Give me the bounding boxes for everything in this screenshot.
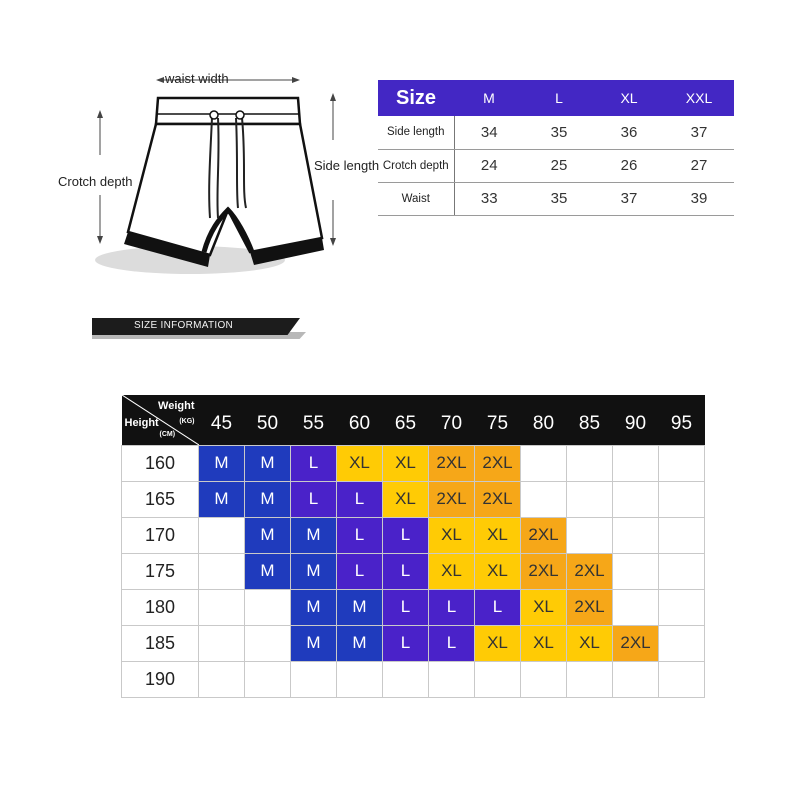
size-col-header: XXL: [685, 90, 713, 106]
weight-unit-label: (KG): [179, 418, 195, 425]
size-cell: 2XL: [521, 517, 567, 553]
empty-size-cell: [567, 481, 613, 517]
size-cell: XL: [475, 625, 521, 661]
empty-size-cell: [429, 661, 475, 697]
empty-size-cell: [245, 625, 291, 661]
size-cell: XL: [475, 553, 521, 589]
size-cell: XL: [521, 589, 567, 625]
size-cell: XL: [429, 553, 475, 589]
size-cell: M: [291, 517, 337, 553]
empty-size-cell: [337, 661, 383, 697]
measurement-value: 35: [524, 182, 594, 215]
empty-size-cell: [521, 445, 567, 481]
measurement-value: 36: [594, 116, 664, 149]
size-cell: M: [291, 553, 337, 589]
size-chart-row: [122, 553, 705, 589]
size-cell: L: [337, 553, 383, 589]
measurement-row-label: Side length: [378, 116, 454, 149]
size-cell: M: [245, 481, 291, 517]
height-axis-label: Height: [124, 417, 159, 429]
empty-size-cell: [383, 661, 429, 697]
height-row-label: 185: [122, 625, 199, 661]
measurement-value: 24: [454, 149, 524, 182]
size-chart-row: [122, 445, 705, 481]
empty-size-cell: [613, 445, 659, 481]
size-cell: XL: [383, 445, 429, 481]
waist-width-label: waist width: [165, 71, 229, 86]
empty-size-cell: [245, 589, 291, 625]
size-chart-row: [122, 481, 705, 517]
measurement-header-row: [378, 80, 734, 116]
size-cell: L: [383, 517, 429, 553]
measurement-value: 27: [664, 149, 734, 182]
size-cell: M: [337, 625, 383, 661]
measurement-row-label: Waist: [378, 182, 454, 215]
weight-column-header: 50: [256, 412, 279, 434]
measurement-row-label: Crotch depth: [378, 149, 454, 182]
size-cell: 2XL: [429, 481, 475, 517]
empty-size-cell: [475, 661, 521, 697]
size-header: Size: [395, 86, 437, 109]
measurement-value: 34: [454, 116, 524, 149]
empty-size-cell: [659, 589, 705, 625]
size-cell: L: [337, 481, 383, 517]
size-chart-row: [122, 625, 705, 661]
size-cell: M: [291, 589, 337, 625]
size-cell: 2XL: [429, 445, 475, 481]
empty-size-cell: [245, 661, 291, 697]
measurement-value: 26: [594, 149, 664, 182]
empty-size-cell: [659, 445, 705, 481]
empty-size-cell: [567, 445, 613, 481]
size-cell: 2XL: [521, 553, 567, 589]
measurement-value: 33: [454, 182, 524, 215]
size-cell: 2XL: [475, 481, 521, 517]
empty-size-cell: [659, 481, 705, 517]
size-cell: M: [245, 445, 291, 481]
size-cell: L: [383, 625, 429, 661]
size-cell: M: [199, 481, 245, 517]
size-chart-table: [121, 395, 705, 698]
empty-size-cell: [613, 553, 659, 589]
size-cell: L: [383, 553, 429, 589]
measurement-value: 37: [594, 182, 664, 215]
size-cell: 2XL: [613, 625, 659, 661]
weight-column-header: 95: [670, 412, 693, 434]
size-chart-body: [122, 445, 705, 697]
weight-column-header: 55: [302, 412, 325, 434]
empty-size-cell: [659, 661, 705, 697]
size-cell: XL: [567, 625, 613, 661]
empty-size-cell: [613, 661, 659, 697]
size-col-header: XL: [620, 90, 638, 106]
size-cell: M: [245, 517, 291, 553]
weight-column-header: 70: [440, 412, 463, 434]
empty-size-cell: [521, 481, 567, 517]
size-chart-row: [122, 589, 705, 625]
empty-size-cell: [291, 661, 337, 697]
weight-column-header: 65: [394, 412, 417, 434]
height-row-label: 165: [122, 481, 199, 517]
size-cell: XL: [429, 517, 475, 553]
size-cell: M: [199, 445, 245, 481]
empty-size-cell: [659, 517, 705, 553]
empty-size-cell: [659, 625, 705, 661]
size-cell: 2XL: [567, 553, 613, 589]
size-cell: XL: [337, 445, 383, 481]
size-cell: M: [337, 589, 383, 625]
size-information-banner: [92, 318, 312, 340]
height-row-label: 175: [122, 553, 199, 589]
size-cell: L: [429, 625, 475, 661]
size-cell: M: [245, 553, 291, 589]
empty-size-cell: [613, 517, 659, 553]
height-row-label: 170: [122, 517, 199, 553]
crotch-depth-label: Crotch depth: [58, 174, 133, 189]
side-length-label: Side length: [314, 158, 380, 173]
weight-column-header: 75: [486, 412, 509, 434]
size-cell: L: [475, 589, 521, 625]
size-cell: XL: [383, 481, 429, 517]
empty-size-cell: [199, 553, 245, 589]
size-cell: 2XL: [567, 589, 613, 625]
empty-size-cell: [567, 517, 613, 553]
height-row-label: 180: [122, 589, 199, 625]
size-cell: 2XL: [475, 445, 521, 481]
measurement-table: [378, 80, 734, 216]
measurement-value: 25: [524, 149, 594, 182]
empty-size-cell: [199, 589, 245, 625]
height-row-label: 160: [122, 445, 199, 481]
weight-column-header: 90: [624, 412, 647, 434]
weight-column-header: 85: [578, 412, 601, 434]
size-cell: L: [383, 589, 429, 625]
size-chart-header-row: [122, 395, 705, 445]
empty-size-cell: [567, 661, 613, 697]
empty-size-cell: [659, 553, 705, 589]
empty-size-cell: [613, 481, 659, 517]
empty-size-cell: [521, 661, 567, 697]
height-unit-label: (CM): [159, 431, 176, 438]
empty-size-cell: [199, 517, 245, 553]
size-cell: L: [337, 517, 383, 553]
size-col-header: L: [555, 90, 563, 106]
height-row-label: 190: [122, 661, 199, 697]
size-chart-row: [122, 661, 705, 697]
weight-axis-label: Weight: [158, 400, 195, 412]
measurement-row: [378, 182, 734, 215]
banner-text: SIZE INFORMATION: [134, 320, 234, 331]
weight-column-header: 80: [532, 412, 555, 434]
size-col-header: M: [483, 90, 495, 106]
size-cell: L: [429, 589, 475, 625]
size-cell: XL: [521, 625, 567, 661]
empty-size-cell: [199, 661, 245, 697]
size-chart-row: [122, 517, 705, 553]
size-chart-corner: [122, 395, 199, 445]
measurement-value: 35: [524, 116, 594, 149]
weight-column-header: 60: [348, 412, 371, 434]
size-cell: M: [291, 625, 337, 661]
measurement-row: [378, 149, 734, 182]
measurement-value: 39: [664, 182, 734, 215]
size-cell: L: [291, 481, 337, 517]
weight-column-header: 45: [210, 412, 233, 434]
measurement-value: 37: [664, 116, 734, 149]
size-cell: XL: [475, 517, 521, 553]
empty-size-cell: [613, 589, 659, 625]
measurement-row: [378, 116, 734, 149]
size-cell: L: [291, 445, 337, 481]
empty-size-cell: [199, 625, 245, 661]
